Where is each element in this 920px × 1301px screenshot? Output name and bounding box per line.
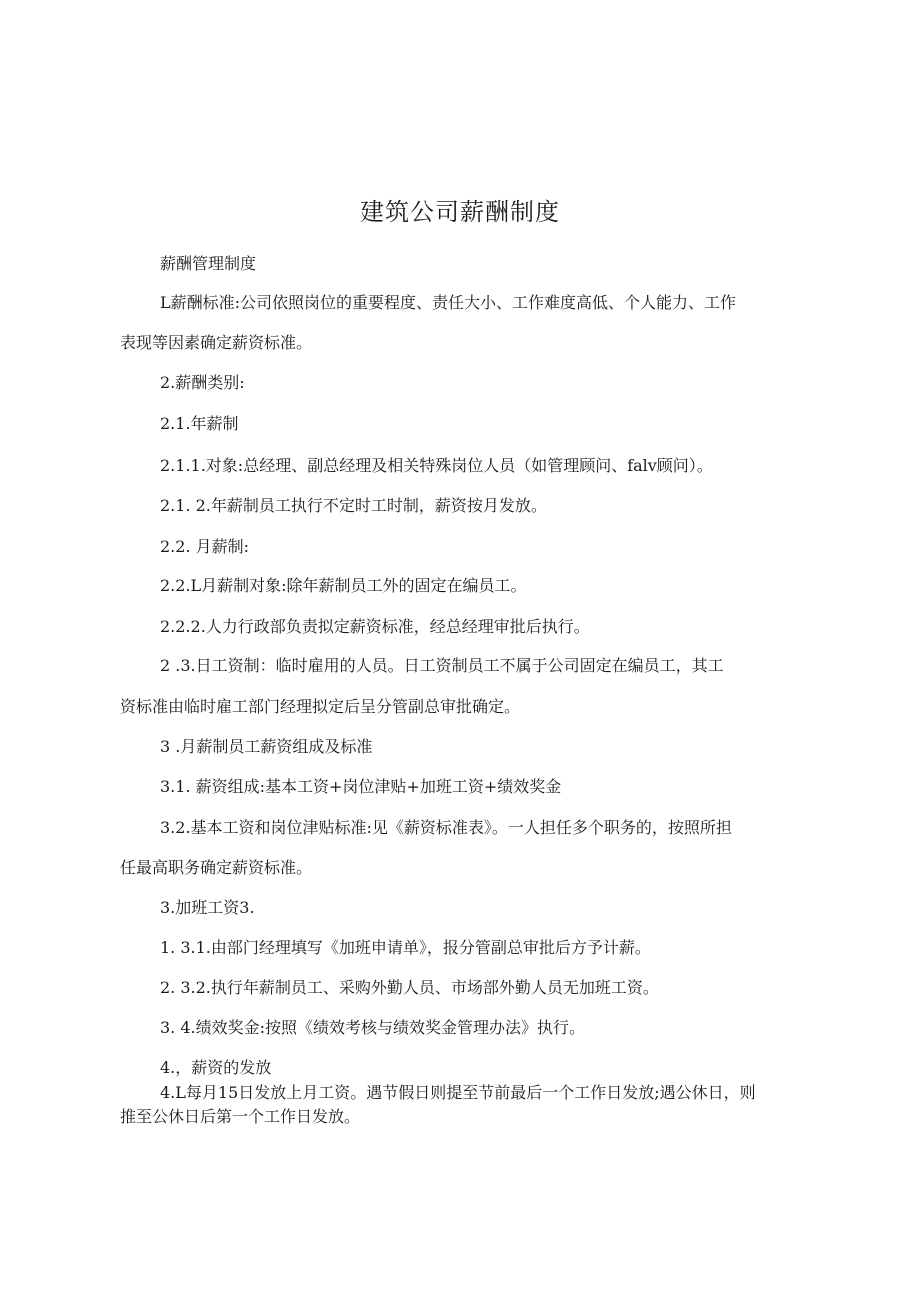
- paragraph-line: 资标准由临时雇工部门经理拟定后呈分管副总审批确定。: [120, 697, 521, 716]
- paragraph-line: 表现等因素确定薪资标准。: [120, 333, 313, 352]
- paragraph-line: 4.L每月15日发放上月工资。遇节假日则提至节前最后一个工作日发放;遇公休日，则: [160, 1083, 756, 1102]
- paragraph-line: 1. 3.1.由部门经理填写《加班申请单》，报分管副总审批后方予计薪。: [160, 938, 651, 957]
- paragraph-line: 2.薪酬类别:: [160, 373, 245, 392]
- paragraph-line: 2.1.1.对象:总经理、副总经理及相关特殊岗位人员（如管理顾问、falv顾问）。: [160, 456, 713, 475]
- paragraph-line: 2. 3.2.执行年薪制员工、采购外勤人员、市场部外勤人员无加班工资。: [160, 978, 659, 997]
- paragraph-line: 3.1. 薪资组成:基本工资+岗位津贴+加班工资+绩效奖金: [160, 777, 562, 796]
- section-heading: 薪酬管理制度: [160, 254, 257, 273]
- paragraph-line: 2.2.L月薪制对象:除年薪制员工外的固定在编员工。: [160, 576, 527, 595]
- paragraph-line: L薪酬标准:公司依照岗位的重要程度、责任大小、工作难度高低、个人能力、工作: [160, 293, 737, 312]
- paragraph-line: 任最高职务确定薪资标准。: [120, 858, 313, 877]
- paragraph-line: 2 .3.日工资制：临时雇用的人员。日工资制员工不属于公司固定在编员工，其工: [160, 656, 724, 675]
- paragraph-line: 2.1.年薪制: [160, 414, 239, 433]
- paragraph-line: 3. 4.绩效奖金:按照《绩效考核与绩效奖金管理办法》执行。: [160, 1018, 586, 1037]
- paragraph-line: 3.加班工资3.: [160, 898, 255, 917]
- paragraph-line: 2.2. 月薪制:: [160, 537, 250, 556]
- paragraph-line: 2.1. 2.年薪制员工执行不定时工时制，薪资按月发放。: [160, 496, 547, 515]
- paragraph-line: 2.2.2.人力行政部负责拟定薪资标准，经总经理审批后执行。: [160, 617, 590, 636]
- paragraph-line: 推至公休日后第一个工作日发放。: [120, 1107, 361, 1126]
- paragraph-line: 3.2.基本工资和岗位津贴标准:见《薪资标准表》。一人担任多个职务的，按照所担: [160, 818, 732, 837]
- paragraph-line: 4.，薪资的发放: [160, 1058, 272, 1077]
- document-title: 建筑公司薪酬制度: [360, 198, 560, 226]
- paragraph-line: 3 .月薪制员工薪资组成及标准: [160, 737, 373, 756]
